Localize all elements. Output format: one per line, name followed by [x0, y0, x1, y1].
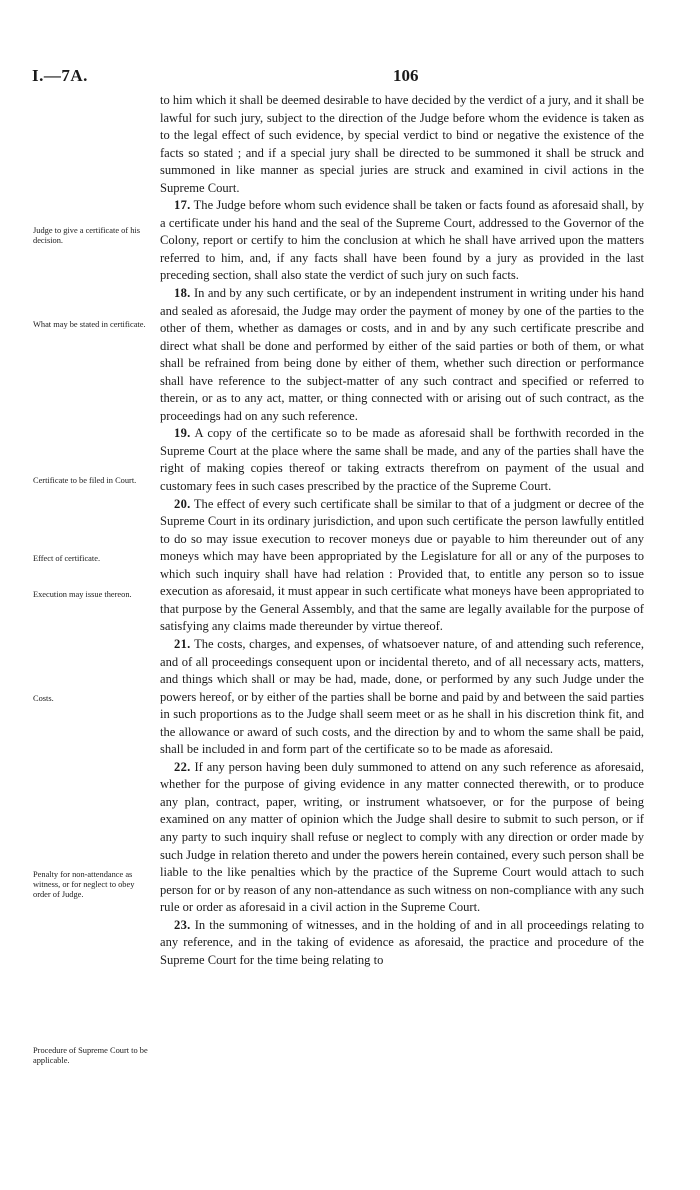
section-number: 20.	[174, 496, 191, 511]
section-23: 23. In the summoning of witnesses, and in the holding of and in all proceedings relating to any reference, and in the taking of evidence as aforesaid, the practice and procedure of the Supreme Court for the time being relating to	[160, 917, 644, 967]
body-text	[160, 92, 644, 969]
section-number: 23.	[174, 917, 191, 932]
section-number: 21.	[174, 636, 191, 651]
margin-note-stated-in-certificate: What may be stated in certificate.	[33, 320, 146, 329]
margin-note-penalty: Penalty for non-attendance as witness, or for neglect to obey order of Judge.	[33, 870, 135, 899]
page-number: 106	[393, 66, 419, 85]
section-21: 21. The costs, charges, and expenses, of whatsoever nature, of and attending such reference, and of all proceedings consequent upon or incidental thereto, and of all necessary acts, matters, and things which shall or may be had, made, done, or performed by any such Judge under the powers hereof, or by either of the parties shall be borne and paid by and between the said parties in such proportions as to the Judge shall seem meet or as he shall in his discretion think fit, and the allowance or award of such costs, and the direction by and to whom the same shall be paid, shall be included in and form part of the certificate so to be made as aforesaid.	[160, 636, 644, 757]
margin-note-execution: Execution may issue thereon.	[33, 590, 132, 599]
section-number: 19.	[174, 426, 191, 441]
document-reference: I.—7A.	[32, 66, 88, 85]
section-number: 22.	[174, 759, 191, 774]
section-number: 17.	[174, 198, 191, 213]
section-19: 19. A copy of the certificate so to be made as aforesaid shall be forthwith recorded in the Supreme Court at the place where the same shall be made, and any of the parties shall have the right of making copies thereof or taking extracts therefrom on payment of the usual and customary fees in such cases prescribed by the practice of the Supreme Court.	[160, 426, 644, 494]
margin-note-effect: Effect of certificate.	[33, 554, 101, 563]
margin-note-procedure: Procedure of Supreme Court to be applicable.	[33, 1046, 148, 1065]
section-number: 18.	[174, 286, 191, 301]
section-17: 17. The Judge before whom such evidence shall be taken or facts found as aforesaid shall, by a certificate under his hand and the seal of the Supreme Court, addressed to the Governor of the Colony, report or certify to him the conclusion at which he shall have arrived upon the matters referred to him, and, if any facts shall have been found by a jury as provided in the last preceding section, shall also state the verdict of such jury on such facts.	[160, 198, 644, 283]
margin-note-costs: Costs.	[33, 694, 54, 703]
margin-note-filed-in-court: Certificate to be filed in Court.	[33, 476, 137, 485]
paragraph-continuation: to him which it shall be deemed desirable to have decided by the verdict of a jury, and it shall be lawful for such jury, subject to the direction of the Judge before whom the evidence is taken as to the legal effect of such evidence, by special verdict to bind or negative the existence of the facts so stated ; and if a special jury shall be directed to be summoned it shall be struck and summoned in like manner as special juries are struck and examined in civil actions in the Supreme Court.	[160, 93, 644, 195]
section-22: 22. If any person having been duly summoned to attend on any such reference as aforesaid, whether for the purpose of giving evidence in any matter connected therewith, or to produce any plan, contract, paper, writing, or instrument whatsoever, or for the purpose of being examined on any matter of opinion which the Judge shall desire to submit to such person, or if any party to such inquiry shall refuse or neglect to comply with any direction or order made by such Judge in relation thereto and under the powers herein contained, every such person shall be liable to the like penalties which by the practice of the Supreme Court would attach to such person for or by reason of any non-attendance as such witness on non-compliance with any such rule or order as aforesaid in a civil action in the Supreme Court.	[160, 759, 644, 915]
margin-note-certificate: Judge to give a certificate of his decision.	[33, 226, 140, 245]
section-18: 18. In and by any such certificate, or by an independent instrument in writing under his hand and sealed as aforesaid, the Judge may order the payment of money by one of the parties to the other of them, whether as damages or costs, and in and by any such certificate prescribe and direct what shall be done and performed by either of the said parties or both of them, or what shall be refrained from being done by either of them, whether such direction or performance shall have reference to the subject-matter of any such contract and specified or referred to therein, or as to any act, matter, or thing connected with or arising out of such contract, as the proceedings had on any such reference.	[160, 286, 644, 423]
section-20: 20. The effect of every such certificate shall be similar to that of a judgment or decree of the Supreme Court in its ordinary jurisdiction, and upon such certificate the person lawfully entitled to do so may issue execution to recover moneys due or payable to him thereunder out of any moneys which may have been appropriated by the Legislature for all or any of the purposes to which such inquiry shall have had relation : Provided that, to entitle any person so to issue execution as aforesaid, it must appear in such certificate what moneys have been appropriated to that purpose by the General Assembly, and that the same are legally available for the purpose of satisfying any claims made thereunder by virtue thereof.	[160, 496, 644, 634]
